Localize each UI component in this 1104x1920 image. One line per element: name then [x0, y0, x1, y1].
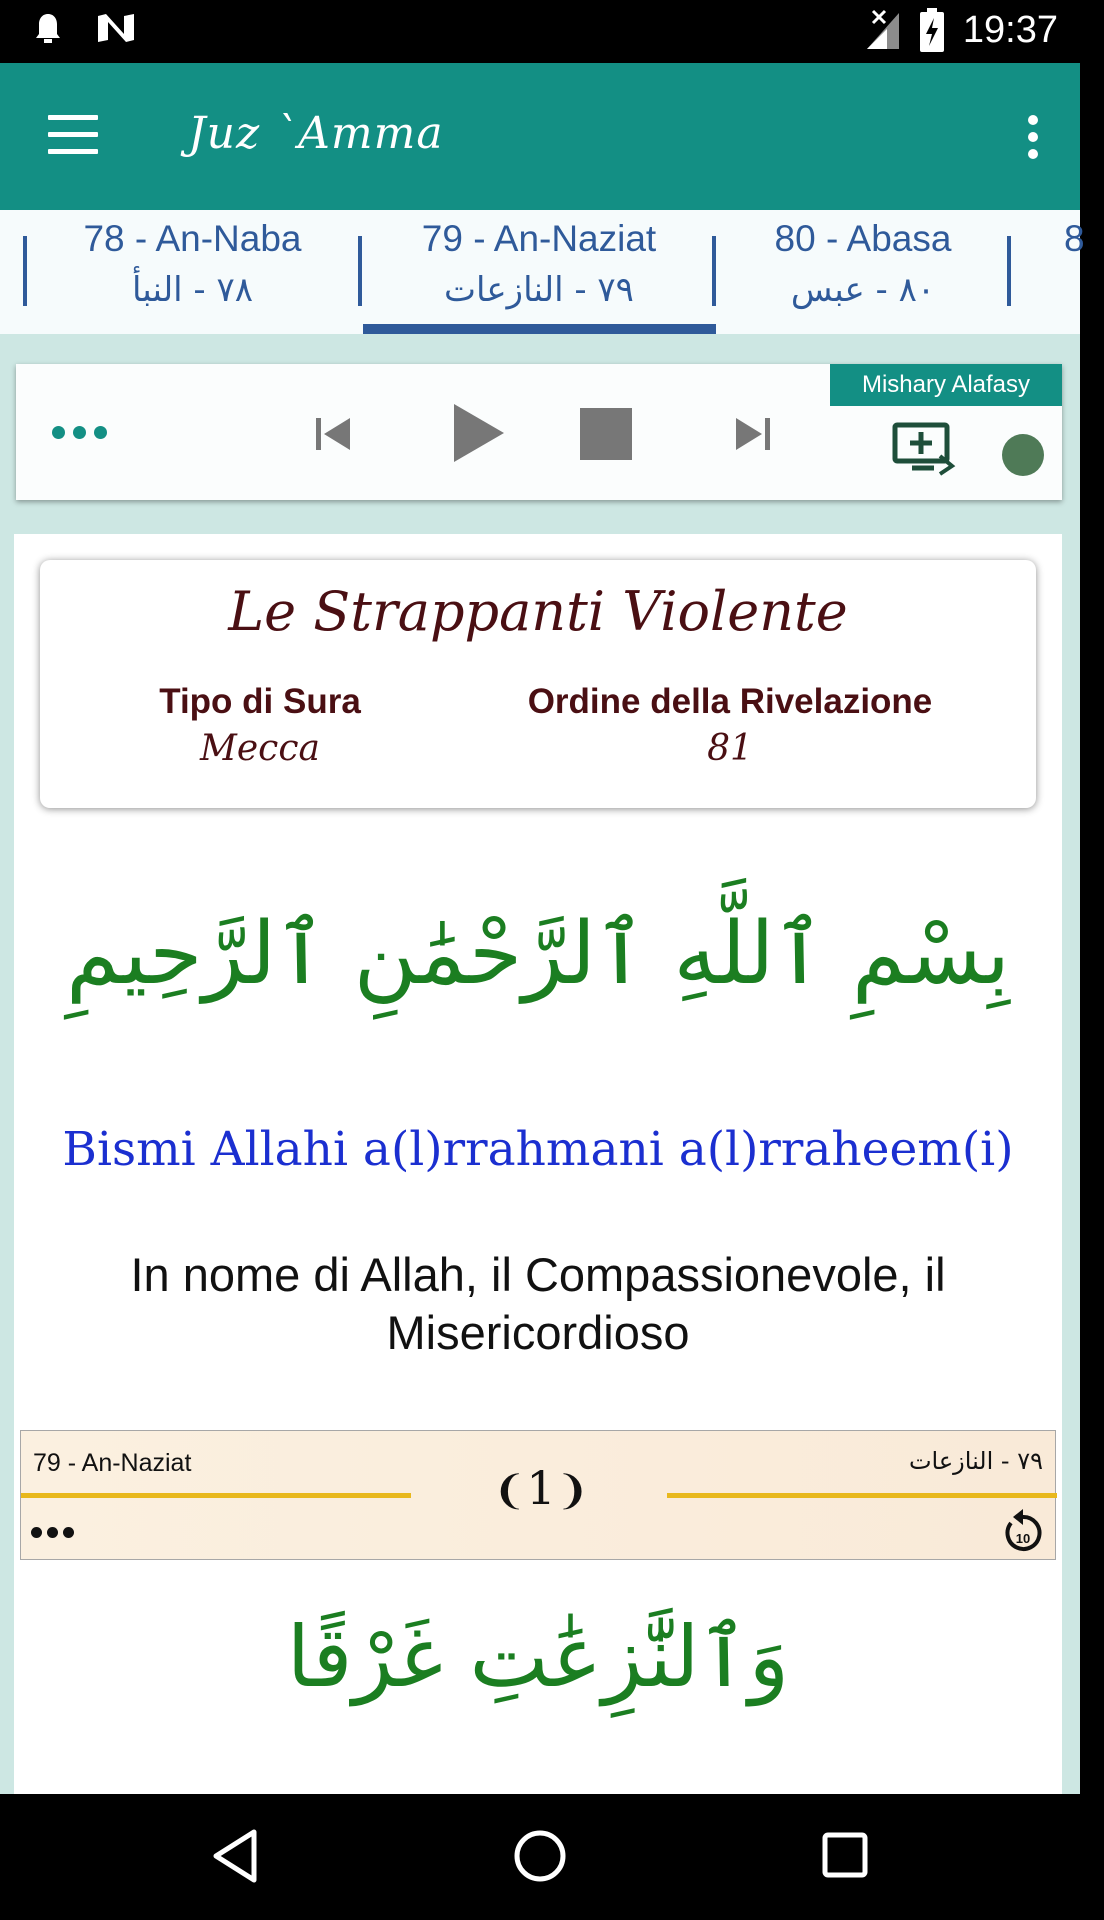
tab-an-naba[interactable]	[30, 210, 355, 334]
revelation-order-label: Ordine della Rivelazione	[527, 682, 933, 721]
home-icon[interactable]	[512, 1828, 568, 1884]
skip-next-icon[interactable]	[730, 414, 774, 454]
bismillah-arabic: بِسْمِ ٱللَّهِ ٱلرَّحْمَٰنِ ٱلرَّحِيمِ	[66, 904, 1010, 1004]
bismillah-transliteration: Bismi Allahi a(l)rrahmani a(l)rraheem(i)	[62, 1122, 1014, 1177]
sura-type-label: Tipo di Sura	[159, 682, 361, 721]
hamburger-menu-icon[interactable]	[48, 115, 98, 155]
signal-icon	[865, 9, 901, 51]
tab-divider	[1007, 236, 1011, 306]
back-icon[interactable]	[210, 1828, 260, 1884]
verse-header-sura-latin: 79 - An-Naziat	[33, 1449, 192, 1477]
verse-header-line-left	[21, 1493, 411, 1498]
tab-arabic-label: ٧٩ - النازعات	[444, 270, 634, 310]
verse-number: 1	[526, 1461, 556, 1515]
tab-divider	[23, 236, 27, 306]
revelation-order	[490, 682, 970, 769]
status-dot-icon[interactable]	[1002, 434, 1044, 476]
navigation-bar	[0, 1794, 1080, 1920]
skip-previous-icon[interactable]	[312, 414, 356, 454]
verse-1-arabic: وَٱلنَّٰزِعَٰتِ غَرْقًا	[286, 1608, 790, 1706]
verse-header-line-right	[667, 1493, 1057, 1498]
audio-player	[16, 364, 1062, 500]
sura-tabs	[0, 210, 1085, 334]
tab-divider	[358, 236, 362, 306]
sura-page	[14, 534, 1062, 1804]
sura-info-card	[40, 560, 1036, 808]
tab-next-partial[interactable]	[1064, 210, 1104, 334]
verse-number-ornament	[481, 1461, 601, 1531]
status-time: 19:37	[962, 8, 1058, 51]
battery-charging-icon	[919, 8, 945, 52]
app-bar	[0, 63, 1080, 210]
tab-arabic-label: ٨٠ - عبس	[790, 270, 936, 310]
content-area	[0, 334, 1080, 1794]
tab-latin-label: 79 - An-Naziat	[421, 218, 657, 259]
tab-abasa[interactable]	[718, 210, 1008, 334]
player-more-icon[interactable]	[52, 426, 107, 439]
replay-10-icon[interactable]	[1001, 1505, 1045, 1555]
replay-10-label: 10	[1015, 1531, 1031, 1546]
recents-icon[interactable]	[822, 1832, 868, 1878]
stop-icon[interactable]	[578, 406, 634, 462]
bismillah-translation: In nome di Allah, il Compassionevole, il Misericordioso	[130, 1248, 946, 1359]
revelation-order-value: 81	[707, 728, 753, 769]
tab-divider	[712, 236, 716, 306]
sura-type-value: Mecca	[200, 728, 320, 769]
ornament-left-icon: ❨	[492, 1468, 527, 1514]
status-bar	[0, 0, 1080, 63]
verse-more-icon[interactable]	[31, 1527, 74, 1538]
tab-an-naziat[interactable]	[365, 210, 713, 334]
app-title: Juz `Amma	[188, 108, 444, 159]
n-logo-icon	[96, 12, 136, 44]
add-to-playlist-icon[interactable]	[892, 422, 956, 474]
tab-arabic-label: ٧٨ - النبأ	[131, 270, 254, 310]
selected-tab-indicator	[363, 324, 716, 334]
verse-header-sura-arabic: ٧٩ - النازعات	[908, 1447, 1043, 1475]
sura-name: Le Strappanti Violente	[228, 580, 848, 643]
verse-header	[20, 1430, 1056, 1560]
sura-type	[110, 682, 410, 769]
play-icon[interactable]	[450, 402, 506, 464]
reciter-selector[interactable]: Mishary Alafasy	[830, 364, 1062, 406]
notification-bell-icon	[34, 12, 62, 44]
tab-latin-label: 78 - An-Naba	[83, 218, 302, 259]
tab-latin-label: 80 - Abasa	[774, 218, 952, 259]
ornament-right-icon: ❩	[555, 1468, 590, 1514]
tab-latin-label: 8	[1064, 218, 1085, 259]
overflow-menu-icon[interactable]	[1026, 115, 1040, 159]
